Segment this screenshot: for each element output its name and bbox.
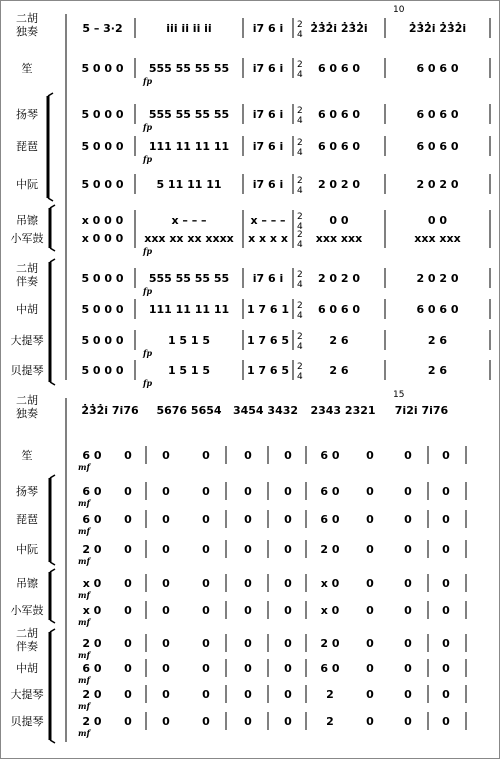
note-cell: 6 0 6 0 [317,108,361,121]
note-cell: xxx xx xx xxxx [144,232,234,245]
note-cell: 2 [326,688,334,701]
note-cell: 5 – 3·2 [82,22,123,35]
note-cell: 0 [284,485,292,498]
time-sig-den: 4 [297,222,303,232]
note-cell: x 0 0 0 [81,232,124,245]
note-cell: 0 [162,577,170,590]
dynamic-mark: mf [78,498,90,508]
note-cell: 6 0 [82,662,102,675]
note-cell: 5 0 0 0 [81,178,124,191]
note-cell: 0 [366,543,374,556]
time-sig-num: 2 [297,362,303,372]
dynamic-mark: mf [78,675,90,685]
note-cell: 111 11 11 11 [148,303,230,316]
dynamic-mark: fp [143,76,153,86]
instrument-label-3: 琵琶 [16,140,38,153]
note-cell: 6 0 6 0 [416,140,459,153]
note-cell: 2 0 [320,543,340,556]
note-cell: 0 [244,513,252,526]
note-cell: 2 6 [427,364,448,377]
note-cell: 2̇3̇2̇i̇ 2̇3̇2̇i̇ [310,22,368,35]
note-cell: 0 [404,543,412,556]
note-cell: 2 0 [82,543,102,556]
note-cell: 0 [404,449,412,462]
time-sig-den: 4 [297,280,303,290]
note-cell: 0 [124,513,132,526]
note-cell: i̇7 6 i̇ [252,178,284,191]
time-sig-den: 4 [297,186,303,196]
note-cell: 0 [202,688,210,701]
instrument-label-2: 扬琴 [16,108,38,121]
note-cell: 0 [366,604,374,617]
note-cell: 5 0 0 0 [81,140,124,153]
note-cell: 0 [442,485,450,498]
instrument-label-10: 贝提琴 [10,364,44,377]
dynamic-mark: fp [143,122,153,132]
note-cell: 111 11 11 11 [148,140,230,153]
time-sig-num: 2 [297,138,303,148]
note-cell: 0 [404,637,412,650]
note-cell: 2 0 [320,637,340,650]
note-cell: i̇7 6 i̇ [252,140,284,153]
note-cell: x x x x [248,232,288,245]
note-cell: 0 [162,662,170,675]
note-cell: i̇7 6 i̇ [252,272,284,285]
note-cell: 0 [244,662,252,675]
instrument-label-2-4: 吊镲 [16,577,38,590]
time-sig-den: 4 [297,148,303,158]
note-cell: xxx xxx [414,232,461,245]
note-cell: 6 0 6 0 [317,62,361,75]
note-cell: 2 0 [82,688,102,701]
dynamic-mark: fp [143,154,153,164]
time-sig-den: 4 [297,311,303,321]
note-cell: i̇i̇i̇ i̇i̇ i̇i̇ i̇i̇ [166,22,212,35]
note-cell: 3454 3432 [232,404,299,417]
note-cell: 1 5 1 5 [167,364,211,377]
note-cell: 0 [162,688,170,701]
note-cell: 0 [162,543,170,556]
note-cell: 555 55 55 55 [148,62,230,75]
instrument-label-2-6: 二胡 [16,627,38,640]
note-cell: 0 [202,577,210,590]
time-sig-num: 2 [297,20,303,30]
note-cell: 0 [442,449,450,462]
note-cell: 2343 2321 [310,404,376,417]
note-cell: 0 [244,577,252,590]
dynamic-mark: mf [78,650,90,660]
note-cell: 6 0 6 0 [317,303,361,316]
note-cell: 0 [284,637,292,650]
note-cell: 0 [404,577,412,590]
time-sig-num: 2 [297,212,303,222]
note-cell: 6 0 [320,449,340,462]
note-cell: 0 [366,637,374,650]
note-cell: 5 11 11 11 [156,178,222,191]
note-cell: 6 0 6 0 [416,62,459,75]
time-sig-den: 4 [297,240,303,250]
time-sig-num: 2 [297,230,303,240]
time-sig-num: 2 [297,106,303,116]
note-cell: 0 [284,688,292,701]
note-cell: 5676 5654 [156,404,222,417]
note-cell: x 0 0 0 [81,214,124,227]
note-cell: 0 [162,485,170,498]
note-cell: 0 [366,485,374,498]
note-cell: 6 0 6 0 [416,108,459,121]
time-sig-num: 2 [297,332,303,342]
note-cell: 0 [404,604,412,617]
note-cell: 6 0 [320,485,340,498]
note-cell: 0 [442,577,450,590]
note-cell: i̇7 6 i̇ [252,22,284,35]
note-cell: 2̇3̇2̇i̇ 2̇3̇2̇i̇ [408,22,467,35]
note-cell: 0 [284,513,292,526]
instrument-label-solo: 独奏 [16,407,38,420]
note-cell: 0 [202,449,210,462]
note-cell: 0 [442,513,450,526]
time-sig-den: 4 [297,372,303,382]
note-cell: 2 [326,715,334,728]
note-cell: 0 [284,715,292,728]
time-sig-num: 2 [297,301,303,311]
note-cell: 0 [202,715,210,728]
note-cell: 0 [244,604,252,617]
note-cell: 0 [202,543,210,556]
instrument-label-2-3: 中阮 [16,543,38,556]
note-cell: 2̇3̇2̇i̇ 7i̇76 [81,404,139,417]
note-cell: 6 0 [82,513,102,526]
instrument-label-6: 小军鼓 [10,232,44,245]
instrument-label-4: 中阮 [16,178,38,191]
note-cell: 0 [404,715,412,728]
note-cell: 0 [244,715,252,728]
note-cell: 5 0 0 0 [81,303,124,316]
note-cell: 5 0 0 0 [81,62,124,75]
note-cell: x 0 [82,604,102,617]
note-cell: 6 0 [82,485,102,498]
instrument-label-2-0: 笙 [21,449,33,462]
dynamic-mark: mf [78,617,90,627]
instrument-label-2-1: 扬琴 [16,485,38,498]
note-cell: 0 [404,485,412,498]
note-cell: 0 [124,485,132,498]
dynamic-mark: mf [78,462,90,472]
note-cell: 0 [124,543,132,556]
note-cell: 0 [284,662,292,675]
note-cell: 0 [244,543,252,556]
note-cell: 6 0 6 0 [416,303,459,316]
note-cell: 0 [284,543,292,556]
note-cell: 0 [442,543,450,556]
note-cell: 0 [366,662,374,675]
note-cell: 6 0 6 0 [317,140,361,153]
note-cell: 0 [124,688,132,701]
note-cell: 5 0 0 0 [81,364,124,377]
note-cell: 0 [162,604,170,617]
note-cell: 0 [124,577,132,590]
note-cell: 0 [124,604,132,617]
instrument-label-2-8: 大提琴 [10,688,44,701]
note-cell: 2 0 [82,637,102,650]
note-cell: 0 [442,688,450,701]
time-sig-den: 4 [297,30,303,40]
note-cell: 1 7 6 1 [246,303,290,316]
note-cell: 1 5 1 5 [167,334,211,347]
time-sig-den: 4 [297,116,303,126]
instrument-label-9: 大提琴 [10,334,44,347]
dynamic-mark: mf [78,526,90,536]
note-cell: 0 [366,688,374,701]
note-cell: 2 0 2 0 [416,272,459,285]
instrument-label-0: 独奏 [16,25,38,38]
instrument-label-7: 二胡 [16,262,38,275]
note-cell: 0 [366,577,374,590]
note-cell: 555 55 55 55 [148,108,230,121]
note-cell: 0 [284,577,292,590]
note-cell: 6 0 [82,449,102,462]
note-cell: 0 [162,449,170,462]
note-cell: 0 [202,513,210,526]
note-cell: 0 [244,449,252,462]
note-cell: 6 0 [320,662,340,675]
note-cell: 0 [202,662,210,675]
measure-number: 10 [393,5,405,15]
note-cell: 0 [366,715,374,728]
note-cell: 0 [442,715,450,728]
time-sig-num: 2 [297,176,303,186]
note-cell: 2 6 [329,334,349,347]
note-cell: 555 55 55 55 [148,272,230,285]
instrument-label-solo: 二胡 [16,394,38,407]
note-cell: 0 [202,485,210,498]
note-cell: 5 0 0 0 [81,334,124,347]
time-sig-num: 2 [297,270,303,280]
note-cell: 2 0 [82,715,102,728]
note-cell: 0 [202,604,210,617]
dynamic-mark: mf [78,590,90,600]
time-sig-num: 2 [297,60,303,70]
note-cell: 0 [124,715,132,728]
note-cell: 0 [366,449,374,462]
note-cell: 0 [162,513,170,526]
note-cell: 0 [404,513,412,526]
note-cell: xxx xxx [315,232,363,245]
note-cell: 0 [124,637,132,650]
note-cell: 1 7 6 5 [246,364,290,377]
note-cell: x 0 [320,577,340,590]
instrument-label-1: 笙 [21,62,33,75]
note-cell: x 0 [82,577,102,590]
dynamic-mark: fp [143,246,153,256]
instrument-label-2-7: 中胡 [16,662,38,675]
note-cell: 0 0 [427,214,448,227]
dynamic-mark: mf [78,728,90,738]
note-cell: 1 7 6 5 [246,334,290,347]
note-cell: 0 [442,604,450,617]
note-cell: 0 [244,485,252,498]
note-cell: 0 [244,688,252,701]
note-cell: 6 0 [320,513,340,526]
instrument-label-0: 二胡 [16,12,38,25]
note-cell: 2 6 [329,364,349,377]
note-cell: 5 0 0 0 [81,108,124,121]
note-cell: 0 [442,662,450,675]
note-cell: i̇7 6 i̇ [252,108,284,121]
instrument-label-2-6: 伴奏 [16,640,38,653]
note-cell: 2 0 2 0 [317,272,361,285]
note-cell: x – – – [171,214,207,227]
note-cell: 2 0 2 0 [317,178,361,191]
dynamic-mark: fp [143,378,153,388]
note-cell: 0 [442,637,450,650]
note-cell: 0 [124,449,132,462]
instrument-label-7: 伴奏 [16,275,38,288]
note-cell: 0 [202,637,210,650]
dynamic-mark: fp [143,348,153,358]
note-cell: 0 [162,715,170,728]
note-cell: 0 [244,637,252,650]
instrument-label-8: 中胡 [16,303,38,316]
instrument-label-2-5: 小军鼓 [10,604,44,617]
note-cell: x 0 [320,604,340,617]
dynamic-mark: mf [78,701,90,711]
note-cell: 0 [366,513,374,526]
dynamic-mark: fp [143,286,153,296]
note-cell: 0 [124,662,132,675]
time-sig-den: 4 [297,70,303,80]
note-cell: x – – – [250,214,286,227]
note-cell: 5 0 0 0 [81,272,124,285]
dynamic-mark: mf [78,556,90,566]
note-cell: 0 [404,688,412,701]
note-cell: 0 [284,604,292,617]
note-cell: 0 [284,449,292,462]
time-sig-den: 4 [297,342,303,352]
note-cell: i̇7 6 i̇ [252,62,284,75]
instrument-label-2-2: 琵琶 [16,513,38,526]
measure-number: 15 [393,390,405,400]
note-cell: 0 [404,662,412,675]
note-cell: 2 0 2 0 [416,178,459,191]
instrument-label-5: 吊镲 [16,214,38,227]
note-cell: 0 0 [329,214,349,227]
note-cell: 0 [162,637,170,650]
instrument-label-2-9: 贝提琴 [10,715,44,728]
note-cell: 7i̇2i̇ 7i̇76 [394,404,449,417]
note-cell: 2 6 [427,334,448,347]
